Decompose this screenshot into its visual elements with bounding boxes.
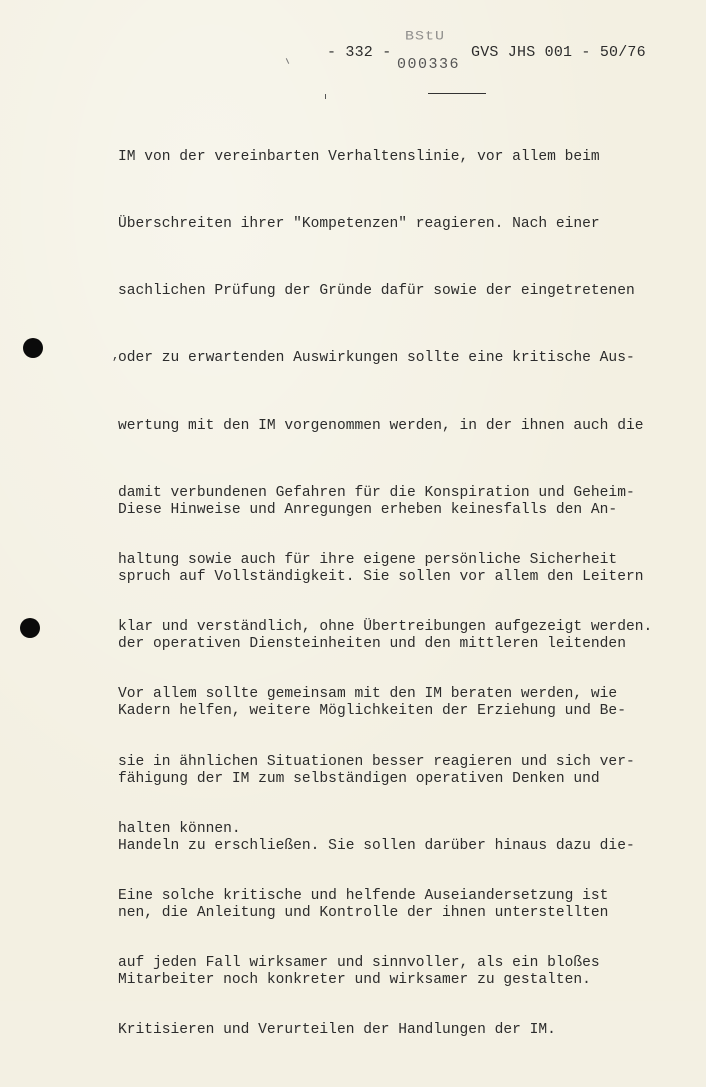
text-line: nen, die Anleitung und Kontrolle der ihnen unterstellten [118, 905, 609, 922]
pencil-mark [325, 94, 326, 99]
text-line: klar und verständlich, ohne Übertreibungen aufgezeigt werden. [118, 619, 653, 636]
paragraph [118, 454, 643, 1036]
pencil-mark [286, 58, 289, 64]
text-line: IM von der vereinbarten Verhaltenslinie, vor allem beim [118, 148, 600, 165]
text-line: Überschreiten ihrer "Kompetenzen" reagieren. Nach einer [118, 216, 600, 233]
text-line: der operativen Diensteinheiten und den mittleren leitenden [118, 636, 626, 653]
page-number: - 332 - [327, 44, 392, 61]
text-line: auf jeden Fall wirksamer und sinnvoller, als ein bloßes [118, 955, 600, 972]
text-line: halten können. [118, 820, 241, 837]
text-line: Handeln zu erschließen. Sie sollen darüber hinaus dazu die- [118, 837, 635, 854]
punch-hole [23, 338, 43, 358]
text-line: Kadern helfen, weitere Möglichkeiten der Erziehung und Be- [118, 703, 626, 720]
text-line: sie in ähnlichen Situationen besser reagieren und sich ver- [118, 753, 635, 770]
punch-hole [20, 618, 40, 638]
archive-stamp-agency: BStU [405, 29, 446, 44]
text-line: spruch auf Vollständigkeit. Sie sollen vor allem den Leitern [118, 569, 644, 586]
text-line: Diese Hinweise und Anregungen erheben keinesfalls den An- [118, 501, 618, 518]
text-line: Mitarbeiter noch konkreter und wirksamer zu gestalten. [118, 972, 591, 989]
text-line: damit verbundenen Gefahren für die Konspiration und Geheim- [118, 484, 635, 501]
text-line: Vor allem sollte gemeinsam mit den IM beraten werden, wie [118, 686, 618, 703]
text-line: oder zu erwartenden Auswirkungen sollte eine kritische Aus- [118, 350, 635, 367]
text-line: fähigung der IM zum selbständigen operativen Denken und [118, 770, 600, 787]
header-underline [428, 93, 486, 94]
text-line: Eine solche kritische und helfende Auseiandersetzung ist [118, 888, 609, 905]
text-line: wertung mit den IM vorgenommen werden, in der ihnen auch die [118, 417, 644, 434]
text-line: sachlichen Prüfung der Gründe dafür sowie der eingetretenen [118, 283, 635, 300]
margin-mark: , [112, 349, 120, 363]
text-line: Kritisieren und Verurteilen der Handlungen der IM. [118, 1022, 556, 1039]
document-reference: GVS JHS 001 - 50/76 [471, 44, 646, 61]
text-line: haltung sowie auch für ihre eigene persönliche Sicherheit [118, 552, 618, 569]
archive-stamp-number: 000336 [397, 56, 461, 73]
